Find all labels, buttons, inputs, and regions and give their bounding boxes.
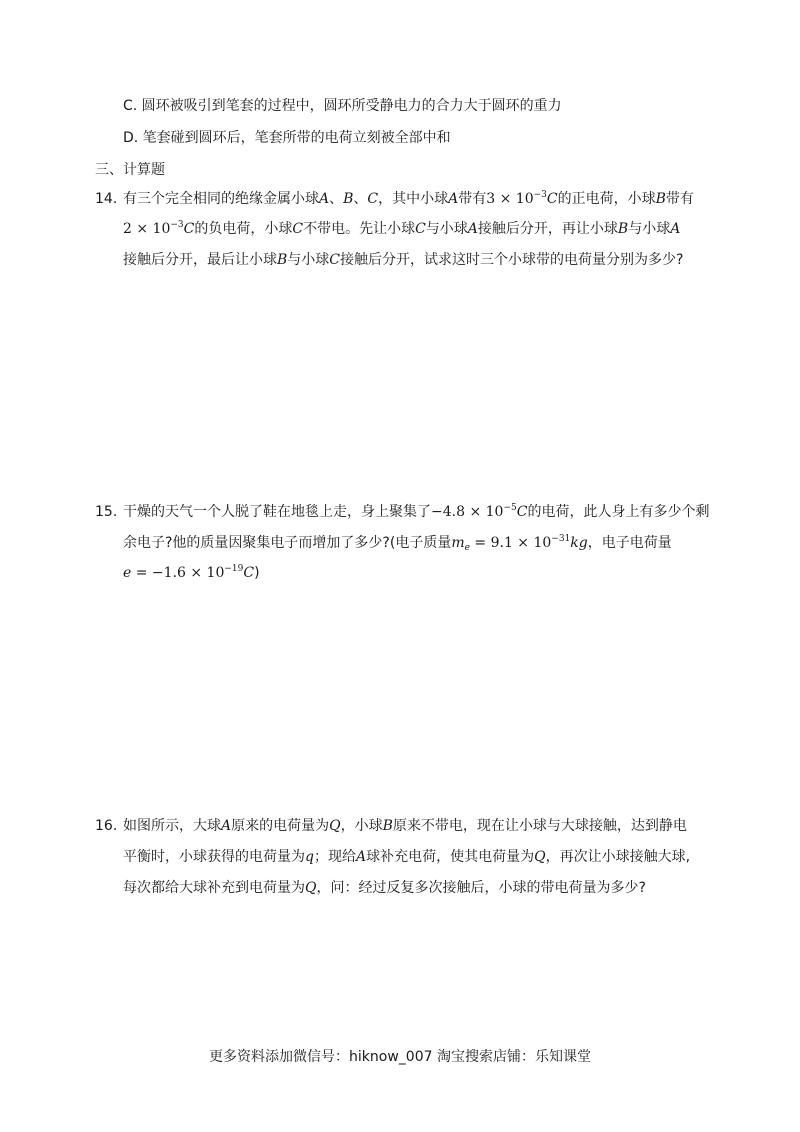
question-14-line-3: 接触后分开，最后让小球B与小球C接触后分开，试求这时三个小球带的电荷量分别为多少?	[123, 252, 684, 268]
option-d: D. 笔套碰到圆环后，笔套所带的电荷立刻被全部中和	[123, 130, 451, 146]
question-15-line-1: 干燥的天气一个人脱了鞋在地毯上走，身上聚集了$-4.8 \times 10^{-5}C$的电荷，此人身上有多少个剩	[123, 503, 710, 520]
question-16-number: 16.	[95, 818, 118, 834]
page-footer: 更多资料添加微信号：hiknow_007 淘宝搜索店铺：乐知课堂	[209, 1049, 591, 1065]
question-15-number: 15.	[95, 504, 118, 520]
question-15-line-3: $e = -1.6 \times 10^{-19}C$)	[123, 564, 260, 581]
question-14-line-1: 有三个完全相同的绝缘金属小球A、B、C，其中小球A带有$3 \times 10^{-3}C$的正电荷，小球B带有	[123, 190, 694, 207]
option-c: C. 圆环被吸引到笔套的过程中，圆环所受静电力的合力大于圆环的重力	[123, 98, 562, 114]
question-14-line-2: $2 \times 10^{-3}C$的负电荷，小球C不带电。先让小球C与小球A接触后分开，再让小球B与小球A	[123, 220, 681, 237]
question-15-line-2: 余电子?他的质量因聚集电子而增加了多少?(电子质量$m_e = 9.1 \times 10^{-31}kg$，电子电荷量	[123, 534, 672, 553]
question-14-number: 14.	[95, 191, 118, 207]
question-16-line-1: 如图所示，大球A原来的电荷量为Q，小球B原来不带电，现在让小球与大球接触，达到静电	[123, 818, 687, 834]
question-16-line-2: 平衡时，小球获得的电荷量为q；现给A球补充电荷，使其电荷量为Q，再次让小球接触大球,	[123, 849, 691, 865]
question-16-line-3: 每次都给大球补充到电荷量为Q，问：经过反复多次接触后，小球的带电荷量为多少?	[123, 880, 646, 896]
section-title: 三、计算题	[95, 162, 165, 178]
